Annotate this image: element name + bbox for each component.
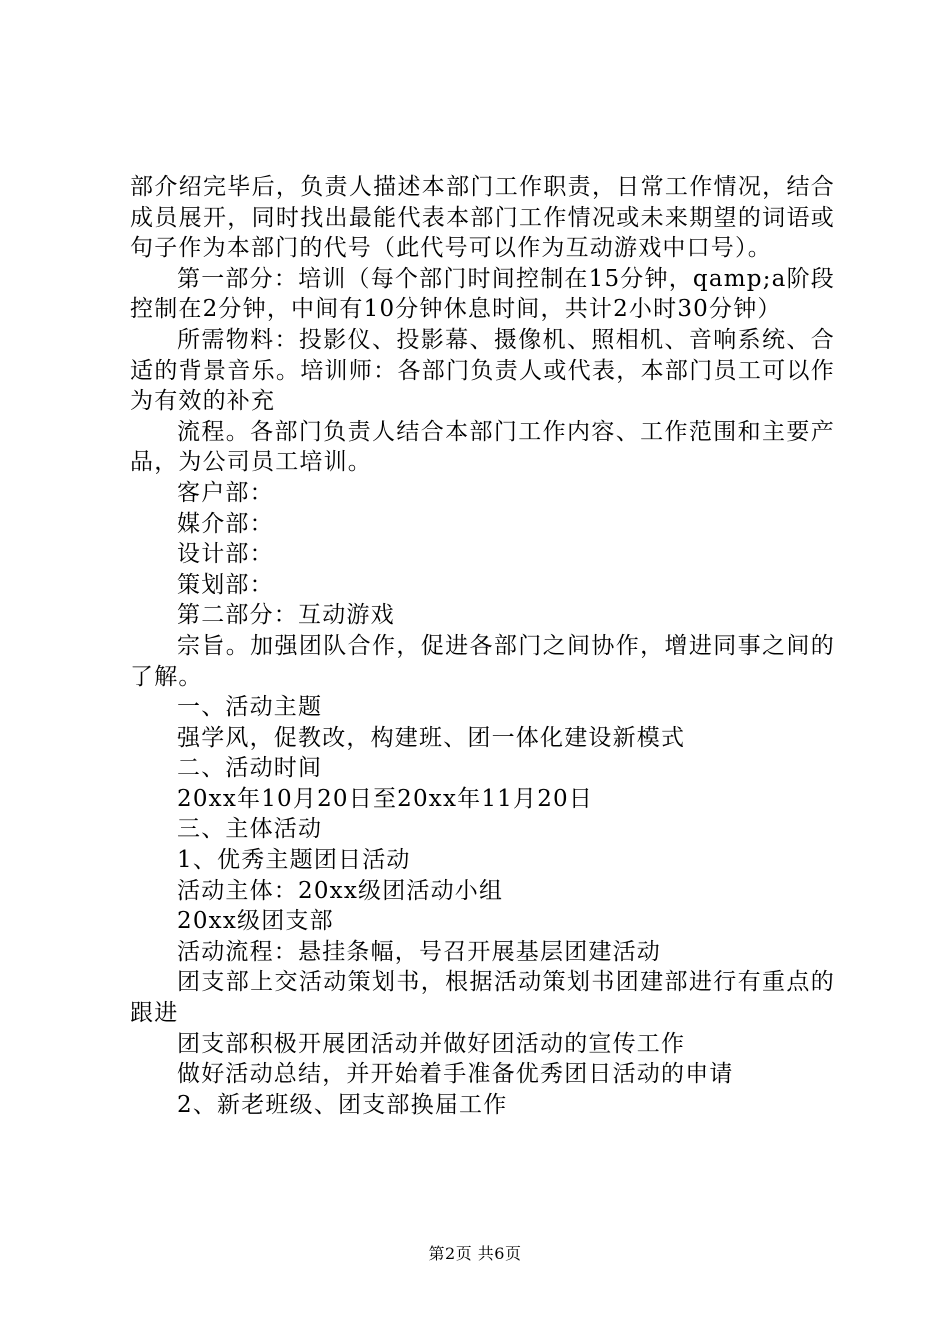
document-body [130,172,835,1120]
paragraph: 流程。各部门负责人结合本部门工作内容、工作范围和主要产品，为公司员工培训。 [130,418,835,476]
paragraph: 客户部： [177,479,274,506]
paragraph: 活动主体：20xx级团活动小组 [177,877,504,904]
paragraph: 团支部上交活动策划书，根据活动策划书团建部进行有重点的跟进 [130,969,835,1027]
paragraph: 所需物料：投影仪、投影幕、摄像机、照相机、音响系统、合适的背景音乐。培训师：各部门负责人或代表，本部门员工可以作为有效的补充 [130,326,835,415]
paragraph: 20xx级团支部 [177,908,334,935]
section-heading: 第二部分：互动游戏 [177,602,395,629]
paragraph: 强学风，促教改，构建班、团一体化建设新模式 [177,724,686,751]
paragraph: 媒介部： [177,510,274,537]
first-paragraph-continuation: 部介绍完毕后，负责人描述本部门工作职责，日常工作情况，结合成员展开，同时找出最能代表本部门工作情况或未来期望的词语或句子作为本部门的代号（此代号可以作为互动游戏中口号）。 [130,174,835,262]
section-heading: 一、活动主题 [177,694,323,721]
paragraph: 团支部积极开展团活动并做好团活动的宣传工作 [177,1030,686,1057]
paragraph: 第一部分：培训（每个部门时间控制在15分钟，qamp;a阶段控制在2分钟，中间有10分钟休息时间，共计2小时30分钟） [130,265,835,323]
paragraph: 活动流程：悬挂条幅，号召开展基层团建活动 [177,938,661,965]
paragraph: 20xx年10月20日至20xx年11月20日 [177,785,594,812]
section-heading: 三、主体活动 [177,816,323,843]
paragraph: 设计部： [177,541,274,568]
paragraph: 做好活动总结，并开始着手准备优秀团日活动的申请 [177,1061,734,1088]
paragraph: 宗旨。加强团队合作，促进各部门之间协作，增进同事之间的了解。 [130,632,835,690]
paragraph: 1、优秀主题团日活动 [177,847,411,874]
paragraph: 2、新老班级、团支部换届工作 [177,1091,508,1118]
paragraph: 策划部： [177,571,274,598]
section-heading: 二、活动时间 [177,755,323,782]
page-number-footer: 第2页 共6页 [428,1244,522,1263]
